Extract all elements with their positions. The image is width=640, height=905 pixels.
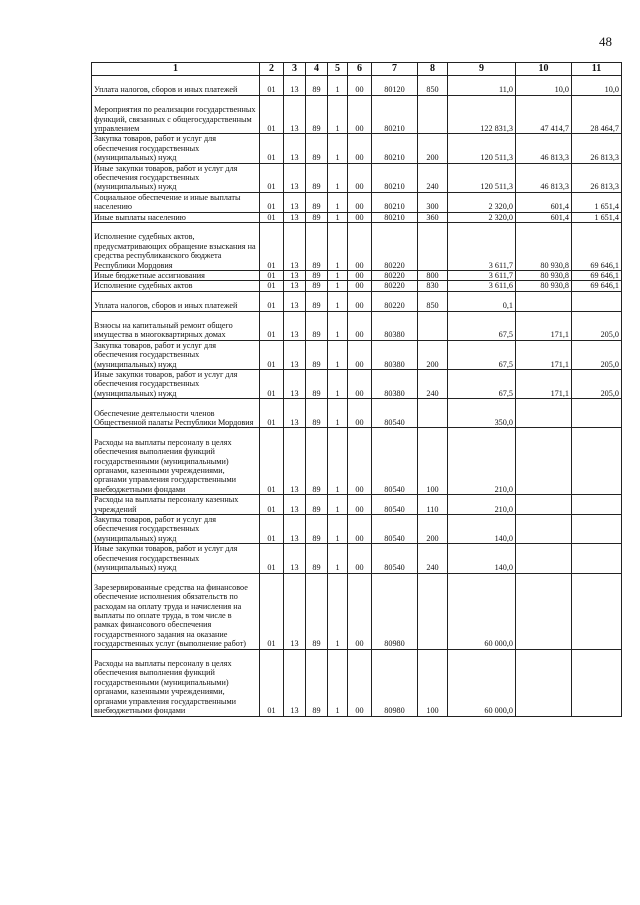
cell-c9: 60 000,0 [448, 573, 516, 649]
cell-c9: 0,1 [448, 291, 516, 311]
cell-c2: 01 [260, 649, 284, 716]
table-row [92, 573, 622, 649]
cell-c5: 1 [328, 223, 348, 271]
cell-c11: 69 646,1 [572, 223, 622, 271]
cell-c4: 89 [306, 212, 328, 222]
table-header-row [92, 63, 622, 76]
row-label: Закупка товаров, работ и услуг для обеспечения государственных (муниципальных) нужд [92, 340, 260, 369]
cell-c6: 00 [348, 134, 372, 163]
cell-c11: 205,0 [572, 370, 622, 399]
cell-c9: 350,0 [448, 399, 516, 428]
row-label: Закупка товаров, работ и услуг для обеспечения государственных (муниципальных) нужд [92, 134, 260, 163]
cell-c11 [572, 649, 622, 716]
cell-c9: 67,5 [448, 340, 516, 369]
cell-c10 [516, 428, 572, 495]
row-label: Мероприятия по реализации государственных функций, связанных с общегосударственным управлением [92, 95, 260, 134]
cell-c5: 1 [328, 340, 348, 369]
cell-c7: 80210 [372, 134, 418, 163]
cell-c7: 80380 [372, 311, 418, 340]
cell-c5: 1 [328, 134, 348, 163]
cell-c2: 01 [260, 291, 284, 311]
cell-c6: 00 [348, 281, 372, 291]
cell-c10: 601,4 [516, 192, 572, 212]
row-label: Взносы на капитальный ремонт общего имущества в многоквартирных домах [92, 311, 260, 340]
cell-c11: 205,0 [572, 311, 622, 340]
cell-c2: 01 [260, 399, 284, 428]
cell-c5: 1 [328, 544, 348, 573]
page-number: 48 [599, 34, 612, 49]
cell-c5: 1 [328, 76, 348, 96]
table-row [92, 76, 622, 96]
row-label: Иные выплаты населению [92, 212, 260, 222]
cell-c11: 28 464,7 [572, 95, 622, 134]
cell-c4: 89 [306, 428, 328, 495]
row-label: Уплата налогов, сборов и иных платежей [92, 76, 260, 96]
cell-c10 [516, 649, 572, 716]
cell-c5: 1 [328, 311, 348, 340]
cell-c7: 80540 [372, 428, 418, 495]
table-row [92, 281, 622, 291]
cell-c2: 01 [260, 163, 284, 192]
table-row [92, 163, 622, 192]
cell-c10: 47 414,7 [516, 95, 572, 134]
cell-c10 [516, 544, 572, 573]
column-header: 9 [448, 63, 516, 76]
cell-c9: 2 320,0 [448, 192, 516, 212]
cell-c8 [418, 399, 448, 428]
cell-c3: 13 [284, 163, 306, 192]
cell-c8: 200 [418, 340, 448, 369]
column-header: 10 [516, 63, 572, 76]
row-label: Закупка товаров, работ и услуг для обеспечения государственных (муниципальных) нужд [92, 515, 260, 544]
cell-c4: 89 [306, 573, 328, 649]
cell-c7: 80210 [372, 212, 418, 222]
cell-c3: 13 [284, 212, 306, 222]
cell-c11: 26 813,3 [572, 163, 622, 192]
cell-c2: 01 [260, 192, 284, 212]
cell-c4: 89 [306, 495, 328, 515]
row-label: Иные бюджетные ассигнования [92, 271, 260, 281]
cell-c8: 200 [418, 134, 448, 163]
cell-c11: 1 651,4 [572, 212, 622, 222]
cell-c9: 11,0 [448, 76, 516, 96]
cell-c8: 240 [418, 370, 448, 399]
row-label: Иные закупки товаров, работ и услуг для обеспечения государственных (муниципальных) нужд [92, 544, 260, 573]
cell-c11 [572, 515, 622, 544]
cell-c3: 13 [284, 76, 306, 96]
cell-c3: 13 [284, 399, 306, 428]
cell-c5: 1 [328, 291, 348, 311]
cell-c9: 140,0 [448, 515, 516, 544]
cell-c11: 1 651,4 [572, 192, 622, 212]
cell-c4: 89 [306, 340, 328, 369]
cell-c7: 80380 [372, 370, 418, 399]
cell-c3: 13 [284, 370, 306, 399]
table-row [92, 340, 622, 369]
cell-c9: 120 511,3 [448, 163, 516, 192]
cell-c9: 60 000,0 [448, 649, 516, 716]
cell-c2: 01 [260, 134, 284, 163]
cell-c4: 89 [306, 311, 328, 340]
cell-c6: 00 [348, 340, 372, 369]
cell-c5: 1 [328, 428, 348, 495]
cell-c6: 00 [348, 495, 372, 515]
column-header: 1 [92, 63, 260, 76]
table-row [92, 428, 622, 495]
cell-c8: 110 [418, 495, 448, 515]
column-header: 3 [284, 63, 306, 76]
cell-c2: 01 [260, 340, 284, 369]
cell-c10: 601,4 [516, 212, 572, 222]
cell-c6: 00 [348, 212, 372, 222]
table-row [92, 544, 622, 573]
cell-c6: 00 [348, 573, 372, 649]
cell-c2: 01 [260, 281, 284, 291]
cell-c7: 80540 [372, 515, 418, 544]
cell-c4: 89 [306, 399, 328, 428]
cell-c5: 1 [328, 95, 348, 134]
cell-c6: 00 [348, 271, 372, 281]
cell-c7: 80220 [372, 281, 418, 291]
cell-c4: 89 [306, 544, 328, 573]
cell-c5: 1 [328, 163, 348, 192]
cell-c6: 00 [348, 544, 372, 573]
cell-c10 [516, 495, 572, 515]
cell-c3: 13 [284, 311, 306, 340]
table-row [92, 311, 622, 340]
cell-c4: 89 [306, 192, 328, 212]
cell-c10: 80 930,8 [516, 223, 572, 271]
table-row [92, 291, 622, 311]
cell-c4: 89 [306, 370, 328, 399]
cell-c6: 00 [348, 223, 372, 271]
cell-c8: 200 [418, 515, 448, 544]
cell-c9: 3 611,7 [448, 223, 516, 271]
table-row [92, 649, 622, 716]
cell-c10: 46 813,3 [516, 163, 572, 192]
cell-c8: 100 [418, 649, 448, 716]
cell-c4: 89 [306, 515, 328, 544]
table-row [92, 134, 622, 163]
cell-c6: 00 [348, 399, 372, 428]
cell-c10: 80 930,8 [516, 281, 572, 291]
row-label: Исполнение судебных актов [92, 281, 260, 291]
cell-c3: 13 [284, 192, 306, 212]
cell-c8: 300 [418, 192, 448, 212]
cell-c2: 01 [260, 271, 284, 281]
cell-c8: 240 [418, 544, 448, 573]
cell-c3: 13 [284, 515, 306, 544]
cell-c4: 89 [306, 163, 328, 192]
cell-c10 [516, 573, 572, 649]
cell-c5: 1 [328, 192, 348, 212]
cell-c3: 13 [284, 428, 306, 495]
row-label: Иные закупки товаров, работ и услуг для обеспечения государственных (муниципальных) нужд [92, 370, 260, 399]
column-header: 6 [348, 63, 372, 76]
cell-c11 [572, 291, 622, 311]
cell-c4: 89 [306, 271, 328, 281]
cell-c11: 69 646,1 [572, 281, 622, 291]
cell-c9: 2 320,0 [448, 212, 516, 222]
cell-c5: 1 [328, 515, 348, 544]
cell-c2: 01 [260, 428, 284, 495]
table-row [92, 370, 622, 399]
cell-c9: 67,5 [448, 370, 516, 399]
cell-c7: 80540 [372, 399, 418, 428]
cell-c2: 01 [260, 495, 284, 515]
cell-c6: 00 [348, 192, 372, 212]
cell-c6: 00 [348, 76, 372, 96]
row-label: Зарезервированные средства на финансовое обеспечение исполнения обязательств по расходам на оплату труда и начисления на выплаты по оплате труда, в том числе в рамках финансового обеспечения государственного задания на оказание государственных услуг (выполнение работ) [92, 573, 260, 649]
cell-c3: 13 [284, 340, 306, 369]
cell-c10: 171,1 [516, 370, 572, 399]
cell-c5: 1 [328, 281, 348, 291]
cell-c2: 01 [260, 515, 284, 544]
cell-c3: 13 [284, 291, 306, 311]
row-label: Уплата налогов, сборов и иных платежей [92, 291, 260, 311]
cell-c5: 1 [328, 649, 348, 716]
cell-c7: 80220 [372, 271, 418, 281]
cell-c6: 00 [348, 291, 372, 311]
row-label: Расходы на выплаты персоналу в целях обеспечения выполнения функций государственными (муниципальными) органами, казенными учреждениями, органами управления государственными внебюджетными фондами [92, 428, 260, 495]
cell-c8: 850 [418, 291, 448, 311]
column-header: 4 [306, 63, 328, 76]
row-label: Обеспечение деятельности членов Общественной палаты Республики Мордовия [92, 399, 260, 428]
column-header: 2 [260, 63, 284, 76]
cell-c7: 80210 [372, 95, 418, 134]
cell-c8 [418, 573, 448, 649]
cell-c5: 1 [328, 271, 348, 281]
cell-c2: 01 [260, 223, 284, 271]
cell-c8 [418, 223, 448, 271]
cell-c9: 122 831,3 [448, 95, 516, 134]
cell-c3: 13 [284, 223, 306, 271]
cell-c3: 13 [284, 649, 306, 716]
table-row [92, 192, 622, 212]
cell-c7: 80980 [372, 649, 418, 716]
cell-c4: 89 [306, 649, 328, 716]
cell-c2: 01 [260, 95, 284, 134]
cell-c4: 89 [306, 291, 328, 311]
cell-c11 [572, 428, 622, 495]
cell-c7: 80220 [372, 291, 418, 311]
cell-c7: 80210 [372, 163, 418, 192]
cell-c2: 01 [260, 311, 284, 340]
cell-c7: 80210 [372, 192, 418, 212]
cell-c11: 26 813,3 [572, 134, 622, 163]
cell-c6: 00 [348, 370, 372, 399]
cell-c11: 69 646,1 [572, 271, 622, 281]
cell-c8: 240 [418, 163, 448, 192]
cell-c11 [572, 573, 622, 649]
row-label: Исполнение судебных актов, предусматривающих обращение взыскания на средства республиканского бюджета Республики Мордовия [92, 223, 260, 271]
cell-c8 [418, 95, 448, 134]
cell-c4: 89 [306, 134, 328, 163]
cell-c6: 00 [348, 163, 372, 192]
cell-c7: 80380 [372, 340, 418, 369]
cell-c7: 80540 [372, 544, 418, 573]
cell-c2: 01 [260, 544, 284, 573]
cell-c6: 00 [348, 649, 372, 716]
cell-c7: 80980 [372, 573, 418, 649]
table-body [92, 76, 622, 717]
cell-c10 [516, 291, 572, 311]
table-row [92, 95, 622, 134]
cell-c5: 1 [328, 399, 348, 428]
column-header: 11 [572, 63, 622, 76]
column-header: 5 [328, 63, 348, 76]
cell-c3: 13 [284, 134, 306, 163]
cell-c5: 1 [328, 370, 348, 399]
cell-c3: 13 [284, 281, 306, 291]
cell-c4: 89 [306, 223, 328, 271]
cell-c8: 800 [418, 271, 448, 281]
cell-c9: 3 611,7 [448, 271, 516, 281]
cell-c9: 67,5 [448, 311, 516, 340]
cell-c10: 10,0 [516, 76, 572, 96]
cell-c8: 850 [418, 76, 448, 96]
table-row [92, 212, 622, 222]
cell-c10: 171,1 [516, 311, 572, 340]
cell-c9: 210,0 [448, 495, 516, 515]
cell-c3: 13 [284, 544, 306, 573]
budget-table [91, 62, 622, 717]
cell-c7: 80540 [372, 495, 418, 515]
cell-c2: 01 [260, 370, 284, 399]
cell-c9: 210,0 [448, 428, 516, 495]
cell-c5: 1 [328, 495, 348, 515]
cell-c2: 01 [260, 76, 284, 96]
cell-c11 [572, 399, 622, 428]
cell-c9: 140,0 [448, 544, 516, 573]
table-row [92, 515, 622, 544]
cell-c5: 1 [328, 573, 348, 649]
cell-c8: 360 [418, 212, 448, 222]
cell-c10 [516, 515, 572, 544]
cell-c7: 80120 [372, 76, 418, 96]
table-row [92, 271, 622, 281]
cell-c3: 13 [284, 271, 306, 281]
cell-c6: 00 [348, 95, 372, 134]
table-row [92, 495, 622, 515]
cell-c3: 13 [284, 495, 306, 515]
table-row [92, 223, 622, 271]
row-label: Расходы на выплаты персоналу казенных учреждений [92, 495, 260, 515]
cell-c6: 00 [348, 428, 372, 495]
cell-c8: 100 [418, 428, 448, 495]
cell-c11: 205,0 [572, 340, 622, 369]
cell-c2: 01 [260, 573, 284, 649]
cell-c3: 13 [284, 573, 306, 649]
cell-c6: 00 [348, 311, 372, 340]
cell-c10 [516, 399, 572, 428]
cell-c11: 10,0 [572, 76, 622, 96]
cell-c7: 80220 [372, 223, 418, 271]
cell-c2: 01 [260, 212, 284, 222]
cell-c5: 1 [328, 212, 348, 222]
table-row [92, 399, 622, 428]
row-label: Расходы на выплаты персоналу в целях обеспечения выполнения функций государственными (муниципальными) органами, казенными учреждениями, органами управления государственными внебюджетными фондами [92, 649, 260, 716]
column-header: 8 [418, 63, 448, 76]
cell-c8 [418, 311, 448, 340]
row-label: Иные закупки товаров, работ и услуг для обеспечения государственных (муниципальных) нужд [92, 163, 260, 192]
row-label: Социальное обеспечение и иные выплаты населению [92, 192, 260, 212]
cell-c10: 171,1 [516, 340, 572, 369]
cell-c11 [572, 544, 622, 573]
cell-c4: 89 [306, 76, 328, 96]
cell-c9: 120 511,3 [448, 134, 516, 163]
cell-c3: 13 [284, 95, 306, 134]
cell-c8: 830 [418, 281, 448, 291]
cell-c4: 89 [306, 95, 328, 134]
cell-c10: 80 930,8 [516, 271, 572, 281]
cell-c10: 46 813,3 [516, 134, 572, 163]
cell-c6: 00 [348, 515, 372, 544]
cell-c4: 89 [306, 281, 328, 291]
cell-c9: 3 611,6 [448, 281, 516, 291]
cell-c11 [572, 495, 622, 515]
column-header: 7 [372, 63, 418, 76]
